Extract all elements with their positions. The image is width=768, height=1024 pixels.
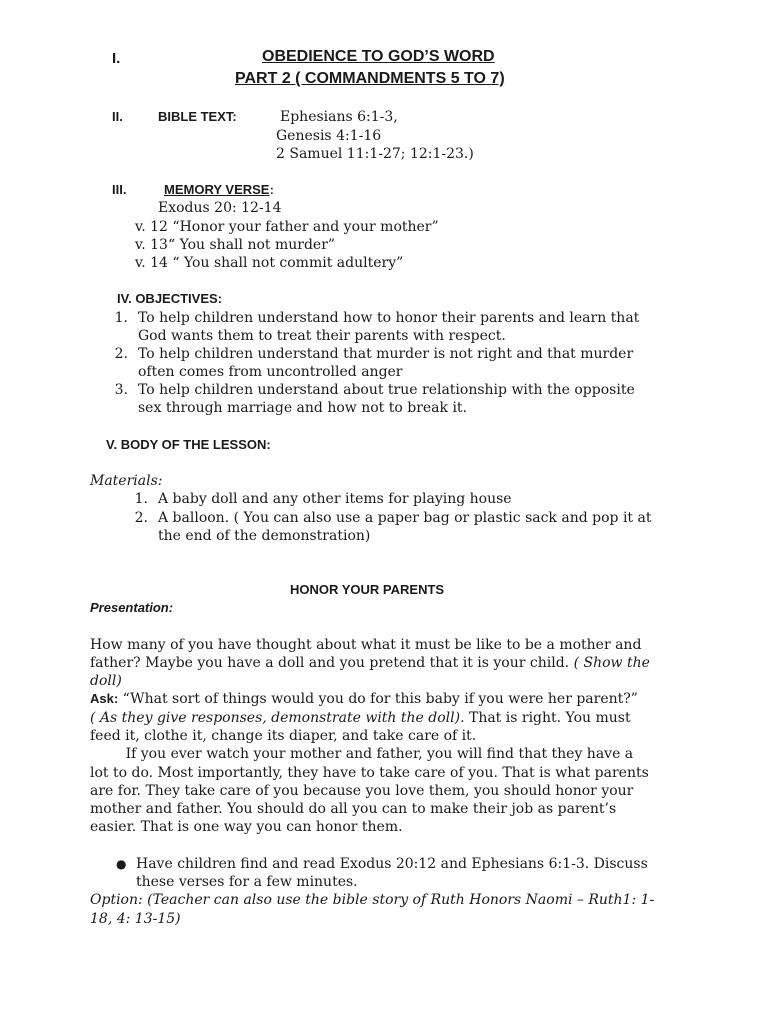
bible-ref-2: Genesis 4:1-16 [276,128,382,144]
memory-verse-v13: v. 13“ You shall not murder” [135,237,336,253]
bible-ref-1: Ephesians 6:1-3, [280,109,398,125]
objective-3-line-2: sex through marriage and how not to break it. [138,400,468,416]
ask-line-3: feed it, clothe it, change its diaper, and take care of it. [90,728,477,744]
bullet-dot-icon: ● [116,857,127,871]
paragraph-1-line-2 [90,654,650,672]
paragraph-1-line-1: How many of you have thought about what it must be like to be a mother and [90,637,642,653]
paragraph-2-line-1: If you ever watch your mother and father, you will find that they have a [90,746,634,762]
memory-verse-heading [164,181,274,199]
ask-line-1 [90,690,638,708]
ask-line-2-rest: That is right. You must [464,710,631,726]
bullet-line-1: Have children find and read Exodus 20:12 and Ephesians 6:1-3. Discuss [136,856,648,872]
body-of-lesson-heading: V. BODY OF THE LESSON: [106,437,271,452]
material-number-2: 2. [134,510,148,526]
ask-label: Ask: [90,691,119,706]
section-number-2: II. [112,109,123,124]
bullet-line-2: these verses for a few minutes. [136,874,358,890]
paragraph-1-line-3: doll) [90,673,122,689]
objective-3-line-1: To help children understand about true relationship with the opposite [138,382,635,398]
objectives-heading: IV. OBJECTIVES: [117,291,222,306]
option-line-1: Option: (Teacher can also use the bible story of Ruth Honors Naomi – Ruth1: 1- [90,892,655,908]
paragraph-2-line-4: mother and father. You should do all you can to make their job as parent’s [90,801,617,817]
materials-label: Materials: [90,473,163,489]
paragraph-1-line-2-italic: ( Show the [573,655,650,671]
paragraph-2-line-3: are for. They take care of you because you love them, you should honor your [90,783,634,799]
objective-2-line-1: To help children understand that murder is not right and that murder [138,346,634,362]
memory-verse-v14: v. 14 “ You shall not commit adultery” [135,255,404,271]
objective-number-1: 1. [114,310,128,326]
material-2-line-1: A balloon. ( You can also use a paper bag or plastic sack and pop it at [158,510,652,526]
objective-1-line-2: God wants them to treat their parents with respect. [138,328,506,344]
ask-line-2 [90,709,631,727]
section-number-1: I. [112,50,121,67]
bible-text-label: BIBLE TEXT: [158,109,237,124]
objective-number-2: 2. [114,346,128,362]
bible-ref-3: 2 Samuel 11:1-27; 12:1-23.) [276,146,474,162]
section-number-3: III. [112,182,127,197]
presentation-label: Presentation: [90,600,174,615]
paragraph-2-line-2: lot to do. Most importantly, they have to take care of you. That is what parents [90,765,649,781]
option-line-2: 18, 4: 13-15) [90,911,181,927]
memory-verse-label: MEMORY VERSE [164,182,270,197]
ask-text: “What sort of things would you do for this baby if you were her parent?” [118,691,638,707]
ask-line-2-italic: ( As they give responses, demonstrate with the doll). [90,710,465,726]
material-1-line-1: A baby doll and any other items for playing house [158,491,512,507]
document-title: OBEDIENCE TO GOD’S WORD [262,48,495,65]
paragraph-1-line-2-text: father? Maybe you have a doll and you pretend that it is your child. [90,655,574,671]
honor-parents-heading: HONOR YOUR PARENTS [290,582,445,597]
objective-number-3: 3. [114,382,128,398]
paragraph-2-line-5: easier. That is one way you can honor them. [90,819,403,835]
memory-verse-reference: Exodus 20: 12-14 [158,200,282,216]
material-number-1: 1. [134,491,148,507]
objective-2-line-2: often comes from uncontrolled anger [138,364,403,380]
material-2-line-2: the end of the demonstration) [158,528,371,544]
document-subtitle: PART 2 ( COMMANDMENTS 5 TO 7) [235,70,505,87]
objective-1-line-1: To help children understand how to honor their parents and learn that [138,310,640,326]
memory-verse-colon: : [269,182,275,198]
memory-verse-v12: v. 12 “Honor your father and your mother” [135,219,439,235]
